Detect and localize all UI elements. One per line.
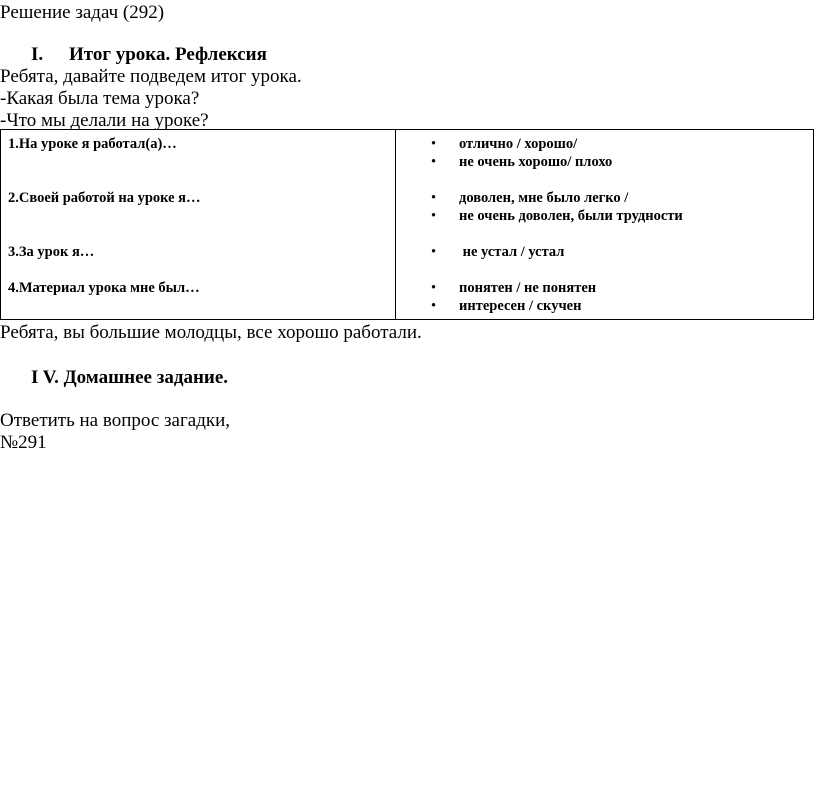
table-prompt: 2.Своей работой на уроке я… (8, 190, 201, 206)
table-option: отлично / хорошо/ (459, 136, 578, 152)
reflection-table (0, 129, 814, 320)
table-prompt: 4.Материал урока мне был… (8, 280, 200, 296)
question-line: -Что мы делали на уроке? (0, 110, 209, 131)
intro-line: Ребята, давайте подведем итог урока. (0, 66, 302, 87)
question-line: -Какая была тема урока? (0, 88, 200, 109)
homework-line: Ответить на вопрос загадки, (0, 410, 231, 431)
bullet-icon: • (431, 244, 437, 260)
table-option: не очень хорошо/ плохо (459, 154, 613, 170)
section-number: I. (31, 44, 44, 65)
table-option: не очень доволен, были трудности (459, 208, 683, 224)
section-heading-homework: I V. Домашнее задание. (31, 367, 229, 388)
bullet-icon: • (431, 208, 437, 224)
table-divider (395, 130, 396, 319)
table-prompt: 1.На уроке я работал(а)… (8, 136, 177, 152)
table-option: интересен / скучен (459, 298, 582, 314)
praise-line: Ребята, вы большие молодцы, все хорошо работали. (0, 322, 422, 343)
bullet-icon: • (431, 190, 437, 206)
homework-line: №291 (0, 432, 47, 453)
bullet-icon: • (431, 136, 437, 152)
bullet-icon: • (431, 154, 437, 170)
bullet-icon: • (431, 280, 437, 296)
bullet-icon: • (431, 298, 437, 314)
table-option: не устал / устал (459, 244, 565, 260)
table-option: доволен, мне было легко / (459, 190, 629, 206)
document-title: Решение задач (292) (0, 2, 165, 23)
table-option: понятен / не понятен (459, 280, 597, 296)
table-prompt: 3.За урок я… (8, 244, 95, 260)
section-title: Итог урока. Рефлексия (69, 44, 267, 65)
section-heading-reflection (31, 44, 267, 66)
